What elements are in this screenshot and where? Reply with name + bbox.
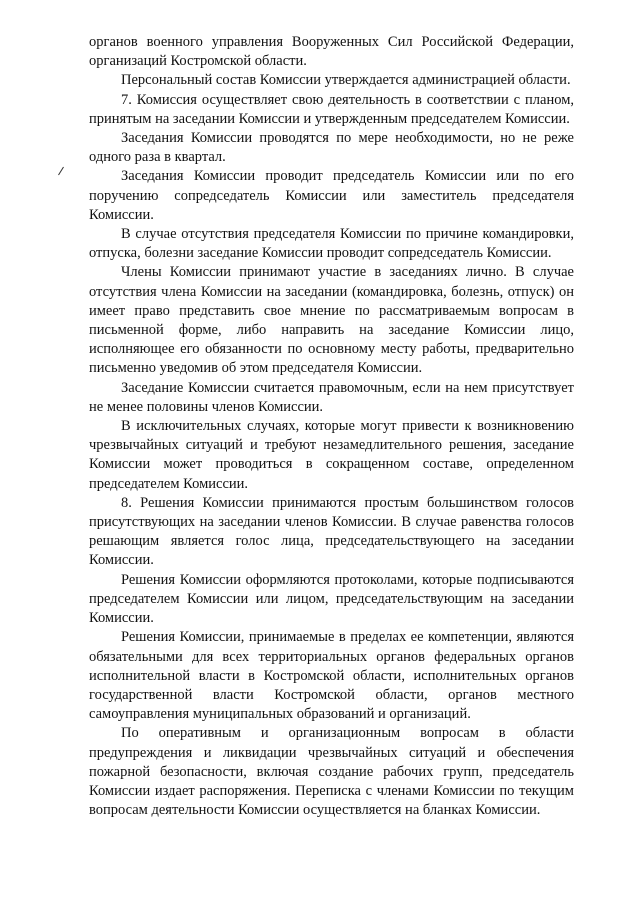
paragraph-continued: органов военного управления Вооруженных Сил Российской Федерации, организаций Костромской области. [89,34,574,70]
paragraph-exceptional-cases: В исключительных случаях, которые могут привести к возникновению чрезвычайных ситуаций и требуют незамедлительного решения, заседание Комиссии может проводиться в сокращенном составе, определенном председателем Комиссии. [89,418,574,492]
paragraph-binding-decisions: Решения Комиссии, принимаемые в пределах ее компетенции, являются обязательными для всех территориальных органов федеральных органов исполнительной власти в Костромской области, исполнительных органов государственной власти Костромской области, органов местного самоуправления муниципальных образований и организаций. [89,629,574,723]
paragraph-chair-absence: В случае отсутствия председателя Комиссии по причине командировки, отпуска, болезни заседание Комиссии проводит сопредседатель Комиссии. [89,226,574,262]
paragraph-item-7: 7. Комиссия осуществляет свою деятельность в соответствии с планом, принятым на заседании Комиссии и утвержденным председателем Комиссии. [89,91,574,127]
paragraph-composition: Персональный состав Комиссии утверждается администрацией области. [121,72,571,89]
paragraph-quorum: Заседание Комиссии считается правомочным, если на нем присутствует не менее половины членов Комиссии. [89,379,574,415]
paragraph-protocols: Решения Комиссии оформляются протоколами, которые подписываются председателем Комиссии или лицом, председательствующим на заседании Комиссии. [89,571,574,627]
paragraph-operational-questions: По оперативным и организационным вопросам в области предупреждения и ликвидации чрезвычайных ситуаций и обеспечения пожарной безопасности, включая создание рабочих групп, председатель Комиссии издает распоряжения. Переписка с членами Комиссии по текущим вопросам деятельности Комиссии осуществляется на бланках Комиссии. [89,725,574,819]
paragraph-member-participation: Члены Комиссии принимают участие в заседаниях лично. В случае отсутствия члена Комиссии на заседании (командировка, болезнь, отпуск) он имеет право представить свое мнение по рассматриваемым вопросам в письменной форме, либо направить на заседание Комиссии лицо, исполняющее его обязанности по основному месту работы, предварительно письменно уведомив об этом председателя Комиссии. [89,264,574,377]
paragraph-meeting-chair: Заседания Комиссии проводит председатель Комиссии или по его поручению сопредседатель Комиссии или заместитель председателя Комиссии. [89,168,574,223]
paragraph-item-8: 8. Решения Комиссии принимаются простым большинством голосов присутствующих на заседании членов Комиссии. В случае равенства голосов решающим является голос лица, председательствующего на заседании Комиссии. [89,494,574,569]
margin-pen-mark [57,166,65,176]
document-body [89,33,574,820]
paragraph-meeting-frequency: Заседания Комиссии проводятся по мере необходимости, но не реже одного раза в квартал. [89,130,574,166]
